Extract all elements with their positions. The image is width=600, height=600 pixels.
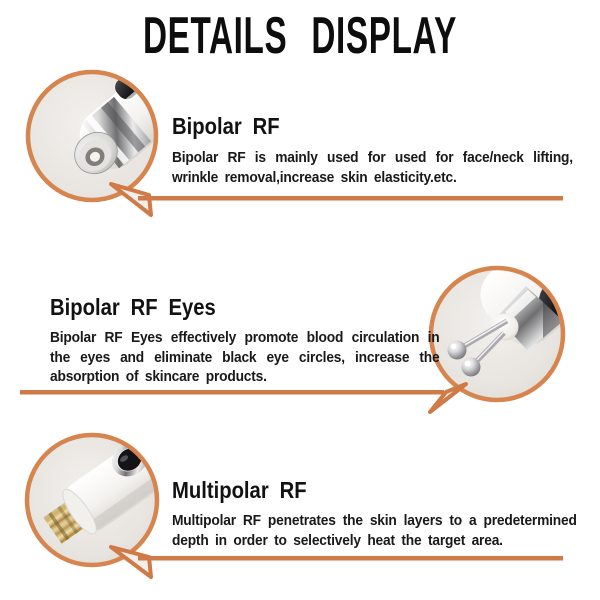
section-description-bipolar-rf: Bipolar RF is mainly used for used for face/neck lifting, wrinkle removal,increase skin elasticity.etc.	[172, 150, 573, 186]
bubble-tail-bipolar-rf-eyes	[430, 384, 466, 412]
section-heading-multipolar-rf: Multipolar RF	[172, 477, 307, 503]
page-title: DETAILS DISPLAY	[142, 7, 457, 65]
section-heading-bipolar-rf: Bipolar RF	[172, 113, 280, 139]
multipolar-rf-photo	[27, 425, 187, 569]
bipolar-rf-eyes-photo	[431, 212, 600, 402]
connector-line-multipolar-rf	[138, 556, 563, 561]
section-description-bipolar-rf-eyes: Bipolar RF Eyes effectively promote blood circulation in the eyes and eliminate black eye circles, increase the absorption of skincare products.	[50, 330, 440, 385]
connector-line-bipolar-rf-eyes	[20, 390, 444, 395]
connector-line-bipolar-rf	[138, 196, 563, 201]
section-description-multipolar-rf: Multipolar RF penetrates the skin layers to a predetermined depth in order to selectively heat the target area.	[172, 513, 577, 549]
section-heading-bipolar-rf-eyes: Bipolar RF Eyes	[50, 294, 216, 320]
